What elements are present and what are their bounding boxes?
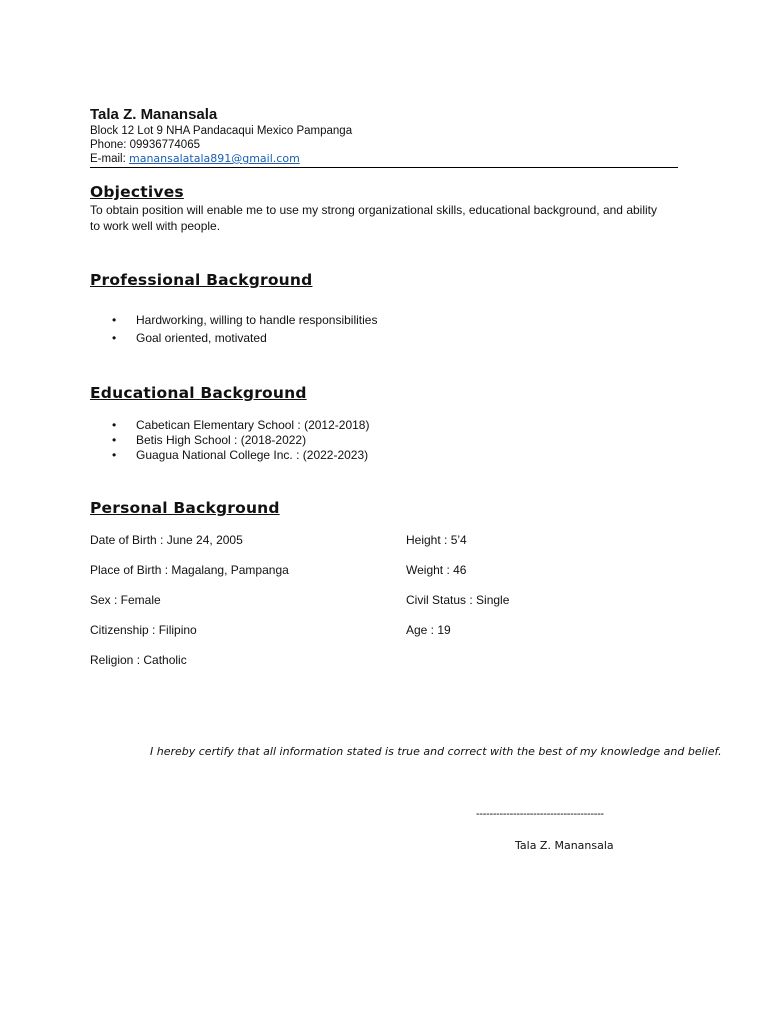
- signature-line: --------------------------------------: [476, 808, 604, 820]
- address-line: Block 12 Lot 9 NHA Pandacaqui Mexico Pampanga: [90, 125, 353, 137]
- list-item-text: Guagua National College Inc. : (2022-2023): [136, 448, 369, 462]
- professional-list: [112, 311, 377, 347]
- bullet-icon: •: [112, 418, 117, 432]
- list-item-text: Cabetican Elementary School : (2012-2018): [136, 418, 370, 432]
- email-label: E-mail:: [90, 153, 129, 165]
- list-item-text: Betis High School : (2018-2022): [136, 433, 307, 447]
- bullet-icon: •: [112, 313, 117, 327]
- phone-line: Phone: 09936774065: [90, 139, 200, 151]
- sex: Sex : Female: [90, 593, 161, 607]
- list-item-text: Goal oriented, motivated: [136, 331, 267, 345]
- place-of-birth: Place of Birth : Magalang, Pampanga: [90, 563, 289, 577]
- professional-background-heading: Professional Background: [90, 271, 313, 289]
- objectives-text: To obtain position will enable me to use my strong organizational skills, educational background, and ability to work well with people.: [90, 203, 657, 233]
- list-item-text: Hardworking, willing to handle responsibilities: [136, 313, 378, 327]
- objectives-heading: Objectives: [90, 183, 184, 201]
- citizenship: Citizenship : Filipino: [90, 623, 197, 637]
- signature-name: Tala Z. Manansala: [515, 839, 614, 852]
- list-item: [112, 448, 369, 463]
- educational-background-heading: Educational Background: [90, 384, 307, 402]
- certification-statement: I hereby certify that all information stated is true and correct with the best of my knowledge and belief.: [150, 745, 722, 758]
- header-divider: [90, 167, 678, 168]
- email-link[interactable]: manansalatala891@gmail.com: [128, 152, 300, 165]
- list-item: [112, 311, 377, 329]
- bullet-icon: •: [112, 448, 117, 462]
- bullet-icon: •: [112, 331, 117, 345]
- list-item: [112, 329, 377, 347]
- email-line: [90, 152, 300, 166]
- height: Height : 5’4: [406, 533, 467, 547]
- applicant-name: Tala Z. Manansala: [90, 106, 218, 123]
- personal-background-heading: Personal Background: [90, 499, 280, 517]
- list-item: [112, 433, 369, 448]
- civil-status: Civil Status : Single: [406, 593, 510, 607]
- weight: Weight : 46: [406, 563, 467, 577]
- list-item: [112, 418, 369, 433]
- bullet-icon: •: [112, 433, 117, 447]
- date-of-birth: Date of Birth : June 24, 2005: [90, 533, 243, 547]
- educational-list: [112, 418, 369, 463]
- age: Age : 19: [406, 623, 451, 637]
- religion: Religion : Catholic: [90, 653, 187, 667]
